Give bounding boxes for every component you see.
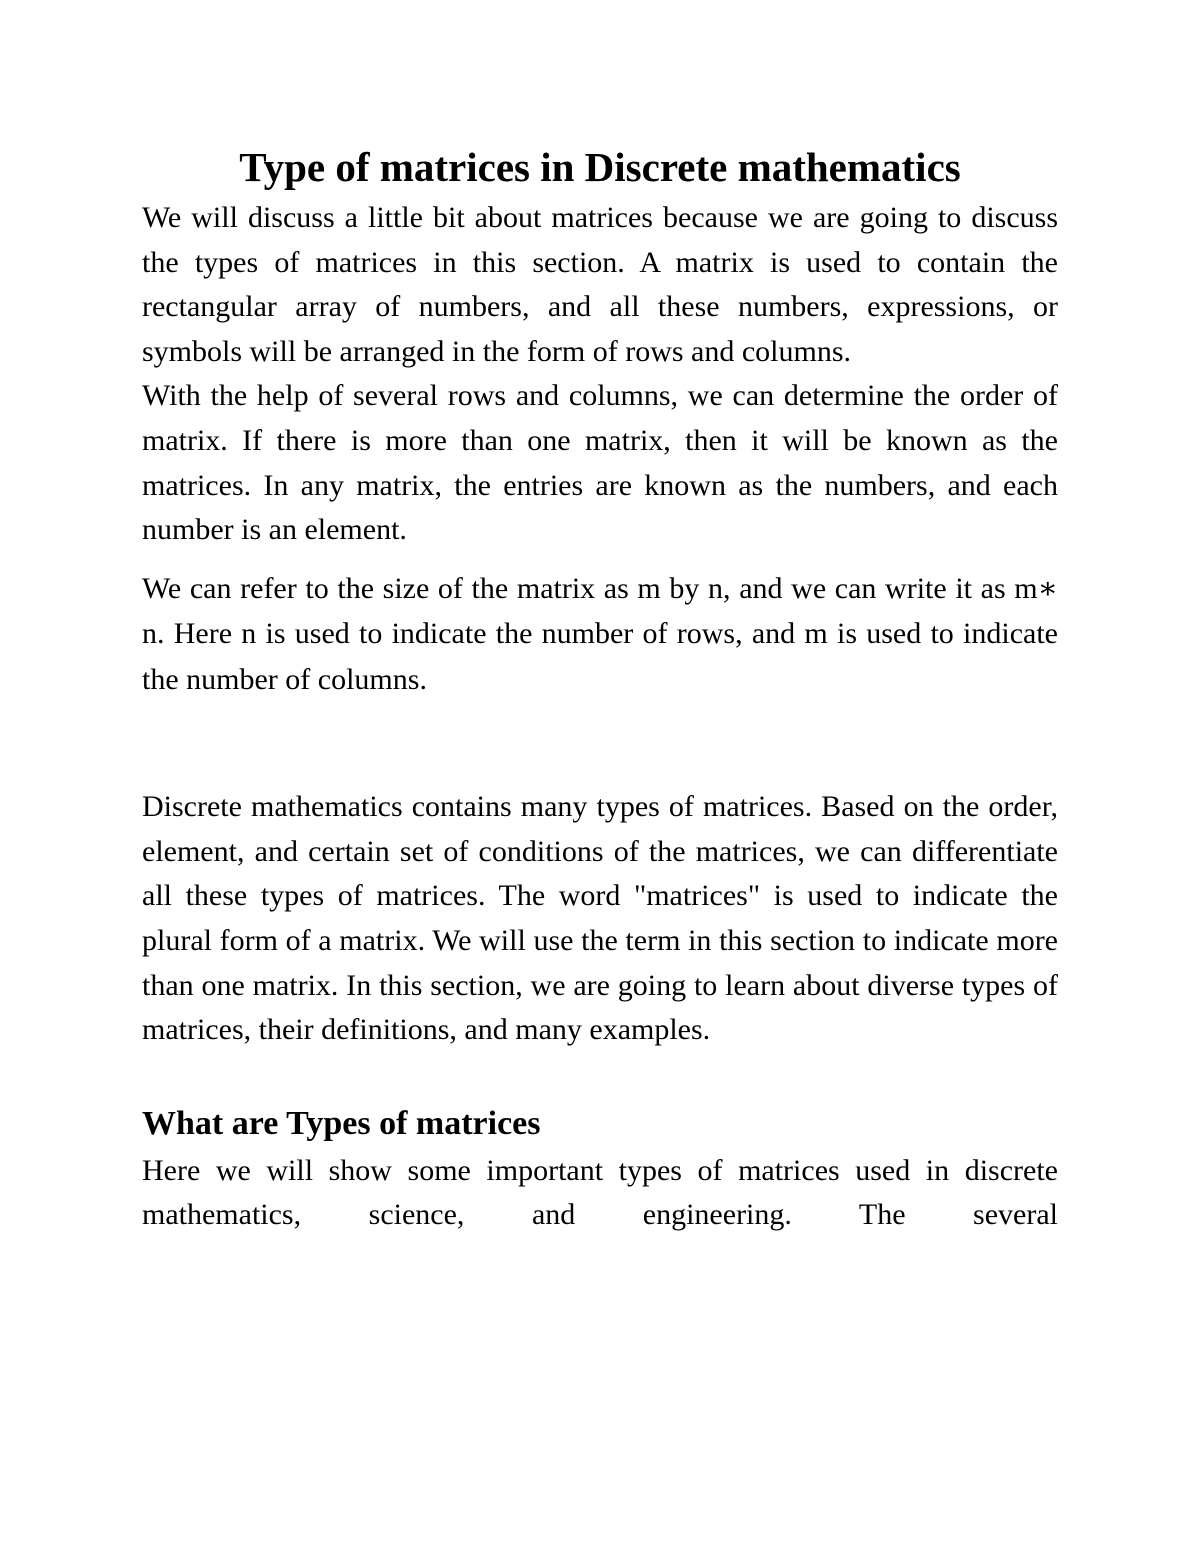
document-body [142, 138, 1058, 1238]
section-heading: What are Types of matrices [142, 1104, 541, 1142]
paragraph-matrix-order: With the help of several rows and columns, we can determine the order of matrix. If there is more than one matrix, then it will be known as the matrices. In any matrix, the entries are known as the numbers, and each number is an element. [142, 379, 1058, 547]
paragraph-types-intro: Here we will show some important types of matrices used in discrete mathematics, science, and engineering. The several [142, 1153, 1058, 1232]
paragraph-matrix-intro: We will discuss a little bit about matrices because we are going to discuss the types of matrices in this section. A matrix is used to contain the rectangular array of numbers, and all these numbers, expressions, or symbols will be arranged in the form of rows and columns. [142, 201, 1058, 368]
document-title: Type of matrices in Discrete mathematics [239, 144, 961, 190]
paragraph-matrix-size: We can refer to the size of the matrix as m by n, and we can write it as m∗ n. Here n is used to indicate the number of rows, and m is used to indicate the number of columns. [142, 571, 1058, 696]
paragraph-types-overview: Discrete mathematics contains many types of matrices. Based on the order, element, and certain set of conditions of the matrices, we can differentiate all these types of matrices. The word "matrices" is used to indicate the plural form of a matrix. We will use the term in this section to indicate more than one matrix. In this section, we are going to learn about diverse types of matrices, their definitions, and many examples. [142, 790, 1058, 1047]
